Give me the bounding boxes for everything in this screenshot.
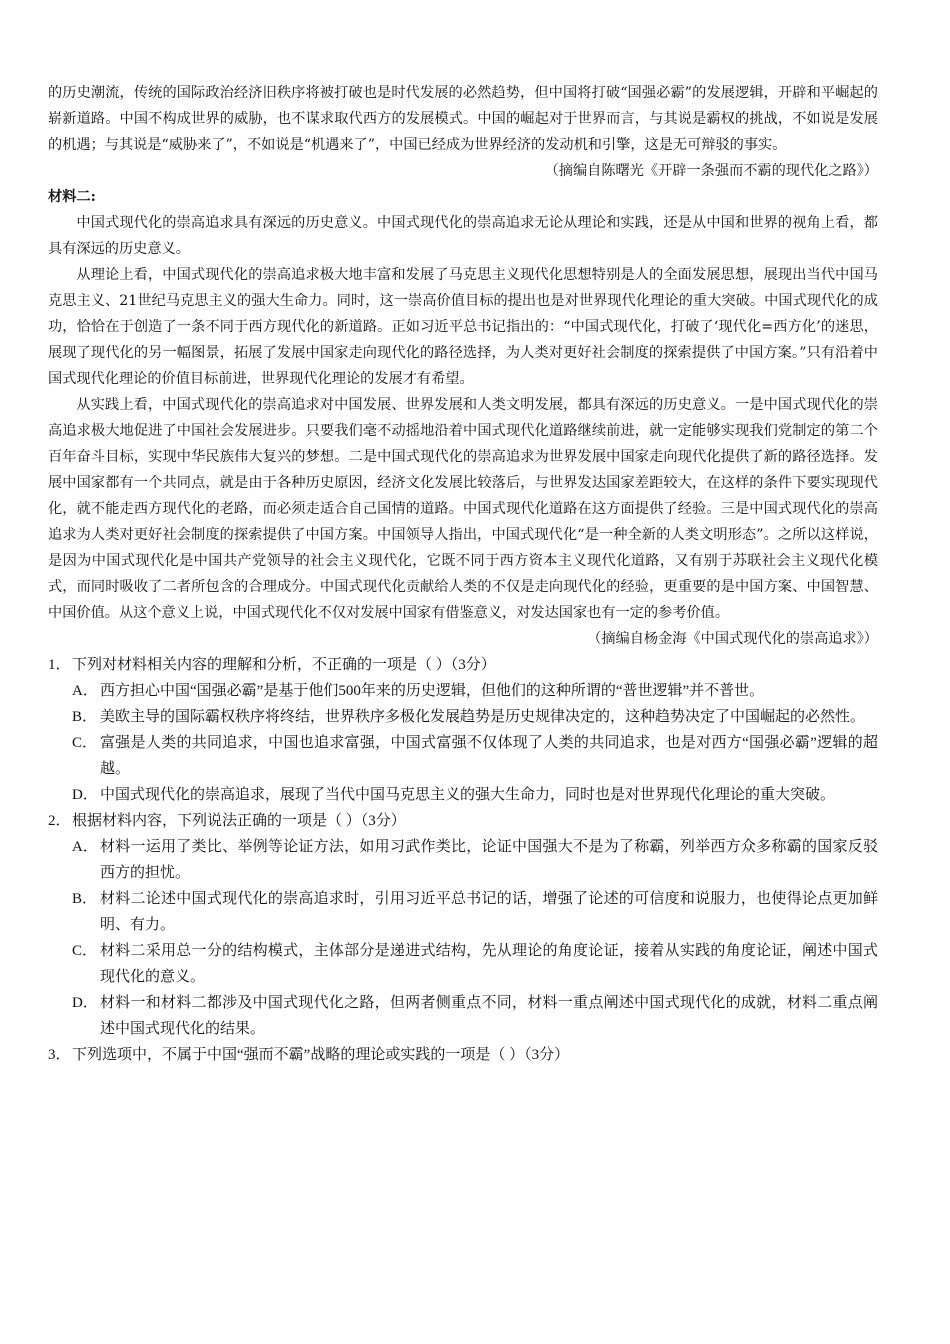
material2-paragraph-1: 中国式现代化的崇高追求具有深远的历史意义。中国式现代化的崇高追求无论从理论和实践，还是从中国和世界的视角上看，都具有深远的历史意义。 xyxy=(48,215,878,257)
option-text: 美欧主导的国际霸权秩序将终结，世界秩序多极化发展趋势是历史规律决定的，这种趋势决定了中国崛起的必然性。 xyxy=(100,709,866,725)
option-text: 材料二论述中国式现代化的崇高追求时，引用习近平总书记的话，增强了论述的可信度和说服力，也使得论点更加鲜明、有力。 xyxy=(100,891,878,933)
material2-paragraph-3: 从实践上看，中国式现代化的崇高追求对中国发展、世界发展和人类文明发展，都具有深远的历史意义。一是中国式现代化的崇高追求极大地促进了中国社会发展进步。只要我们毫不动摇地沿着中国式现代化道路继续前进，就一定能够实现我们党制定的第二个百年奋斗目标，实现中华民族伟大复兴的梦想。二是中国式现代化的崇高追求为世界发展中国家走向现代化提供了新的路径选择。发展中国家都有一个共同点，就是由于各种历史原因，经济文化发展比较落后，与世界发达国家差距较大，在这样的条件下要实现现代化，就不能走西方现代化的老路，而必须走适合自己国情的道路。中国式现代化道路在这方面提供了经验。三是中国式现代化的崇高追求为人类对更好社会制度的探索提供了中国方案。中国领导人指出，中国式现代化“是一种全新的人类文明形态”。之所以这样说，是因为中国式现代化是中国共产党领导的社会主义现代化，它既不同于西方资本主义现代化道路，又有别于苏联社会主义现代化模式，而同时吸收了二者所包含的合理成分。中国式现代化贡献给人类的不仅是走向现代化的经验，更重要的是中国方案、中国智慧、中国价值。从这个意义上说，中国式现代化不仅对发展中国家有借鉴意义，对发达国家也有一定的参考价值。 xyxy=(48,397,878,621)
option-letter: B． xyxy=(72,709,98,725)
question-text: 下列对材料相关内容的理解和分析，不正确的一项是（ ）（3分） xyxy=(72,657,496,673)
material1-source: （摘编自陈曙光《开辟一条强而不霸的现代化之路》） xyxy=(544,163,878,179)
question-3-stem xyxy=(48,1042,878,1068)
question-2-option-c xyxy=(48,938,878,990)
option-text: 中国式现代化的崇高追求，展现了当代中国马克思主义的强大生命力，同时也是对世界现代化理论的重大突破。 xyxy=(100,787,836,803)
option-letter: C． xyxy=(72,943,98,959)
option-letter: D． xyxy=(72,995,98,1011)
question-text: 根据材料内容，下列说法正确的一项是（ ）（3分） xyxy=(72,813,406,829)
option-text: 材料一运用了类比、举例等论证方法，如用习武作类比，论证中国强大不是为了称霸，列举西方众多称霸的国家反驳西方的担忧。 xyxy=(100,839,878,881)
question-1-option-c xyxy=(48,730,878,782)
option-letter: B． xyxy=(72,891,98,907)
question-2-option-a xyxy=(48,834,878,886)
question-1-option-d xyxy=(48,782,878,808)
option-letter: A． xyxy=(72,683,98,699)
option-text: 富强是人类的共同追求，中国也追求富强，中国式富强不仅体现了人类的共同追求，也是对西方“国强必霸”逻辑的超越。 xyxy=(100,735,878,777)
material2-paragraph-2: 从理论上看，中国式现代化的崇高追求极大地丰富和发展了马克思主义现代化思想特别是人的全面发展思想，展现出当代中国马克思主义、21世纪马克思主义的强大生命力。同时，这一崇高价值目标的提出也是对世界现代化理论的重大突破。中国式现代化的成功，恰恰在于创造了一条不同于西方现代化的新道路。正如习近平总书记指出的：“中国式现代化，打破了‘现代化=西方化’的迷思，展现了现代化的另一幅图景，拓展了发展中国家走向现代化的路径选择，为人类对更好社会制度的探索提供了中国方案。”只有沿着中国式现代化理论的价值目标前进，世界现代化理论的发展才有希望。 xyxy=(48,267,878,387)
option-text: 材料二采用总一分的结构模式，主体部分是递进式结构，先从理论的角度论证，接着从实践的角度论证，阐述中国式现代化的意义。 xyxy=(100,943,878,985)
option-letter: C． xyxy=(72,735,98,751)
option-text: 西方担心中国“国强必霸”是基于他们500年来的历史逻辑，但他们的这种所谓的“普世逻辑”并不普世。 xyxy=(100,683,765,699)
option-letter: A． xyxy=(72,839,98,855)
material2-source: （摘编自杨金海《中国式现代化的崇高追求》） xyxy=(587,631,878,647)
material1-tail-paragraph: 的历史潮流，传统的国际政治经济旧秩序将被打破也是时代发展的必然趋势，但中国将打破“国强必霸”的发展逻辑，开辟和平崛起的崭新道路。中国不构成世界的威胁，也不谋求取代西方的发展模式。中国的崛起对于世界而言，与其说是霸权的挑战，不如说是发展的机遇；与其说是“威胁来了”，不如说是“机遇来了”，中国已经成为世界经济的发动机和引擎，这是无可辩驳的事实。 xyxy=(48,85,878,153)
exam-page xyxy=(48,80,878,1068)
question-1-stem xyxy=(48,652,878,678)
material2-heading: 材料二: xyxy=(48,189,96,205)
option-text: 材料一和材料二都涉及中国式现代化之路，但两者侧重点不同，材料一重点阐述中国式现代化的成就，材料二重点阐述中国式现代化的结果。 xyxy=(100,995,878,1037)
option-letter: D． xyxy=(72,787,98,803)
question-2-option-b xyxy=(48,886,878,938)
question-2-stem xyxy=(48,808,878,834)
question-number: 2． xyxy=(48,813,71,829)
question-1-option-a xyxy=(48,678,878,704)
question-text: 下列选项中，不属于中国“强而不霸”战略的理论或实践的一项是（ ）（3分） xyxy=(72,1047,570,1063)
question-2-option-d xyxy=(48,990,878,1042)
question-number: 1． xyxy=(48,657,71,673)
question-1-option-b xyxy=(48,704,878,730)
question-number: 3． xyxy=(48,1047,71,1063)
